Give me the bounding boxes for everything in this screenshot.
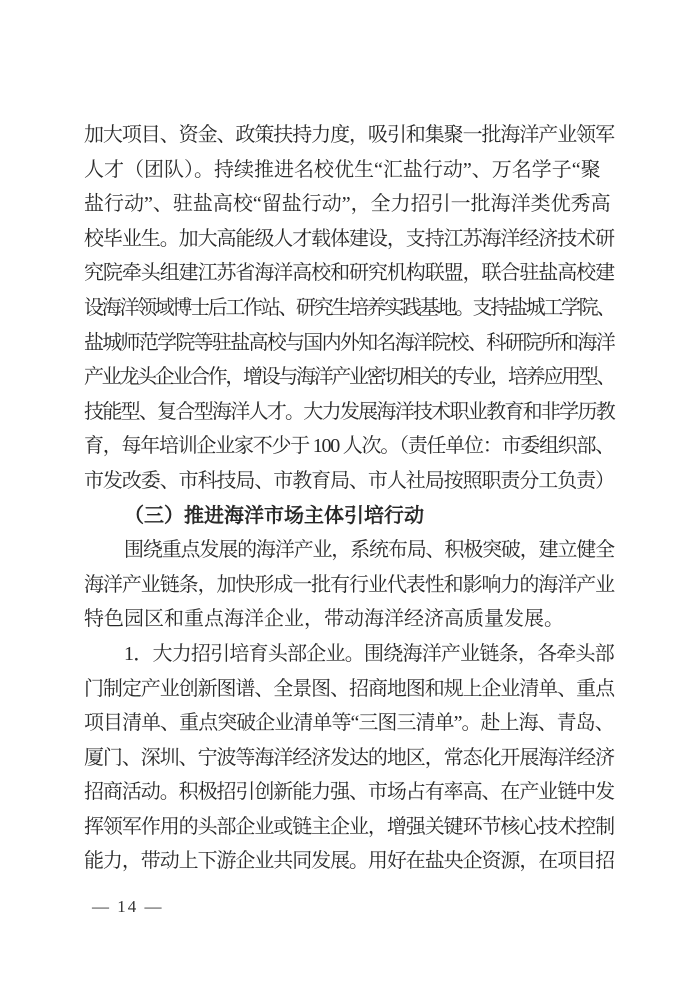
text-line: 盐城师范学院等驻盐高校与国内外知名海洋院校、科研院所和海洋 [84,331,614,354]
paragraph-item-1 [84,637,614,879]
text-line: 校毕业生。加大高能级人才载体建设，支持江苏海洋经济技术研 [84,227,614,250]
text-line: 海洋产业链条，加快形成一批有行业代表性和影响力的海洋产业 [84,573,614,596]
section-heading: （三）推进海洋市场主体引培行动 [124,504,424,527]
text-line: 招商活动。积极招引创新能力强、市场占有率高、在产业链中发 [84,781,614,804]
text-line: 人才（团队）。持续推进名校优生“汇盐行动”、万名学子“聚 [84,158,601,181]
text-line: 设海洋领域博士后工作站、研究生培养实践基地。支持盐城工学院、 [84,296,614,319]
text-line: 技能型、复合型海洋人才。大力发展海洋技术职业教育和非学历教 [84,400,614,423]
text-line: 围绕重点发展的海洋产业，系统布局、积极突破，建立健全 [124,539,614,562]
text-line: 育，每年培训企业家不少于 100 人次。（责任单位：市委组织部、 [84,435,614,458]
document-body [84,118,614,879]
text-line: 挥领军作用的头部企业或链主企业，增强关键环节核心技术控制 [84,815,614,838]
text-line: 市发改委、市科技局、市教育局、市人社局按照职责分工负责） [84,469,614,492]
text-line: 门制定产业创新图谱、全景图、招商地图和规上企业清单、重点 [84,677,614,700]
text-line: 1．大力招引培育头部企业。围绕海洋产业链条，各牵头部 [124,642,614,665]
paragraph-overview [84,533,614,637]
text-line: 项目清单、重点突破企业清单等“三图三清单”。赴上海、青岛、 [84,712,614,735]
paragraph-continued [84,118,614,499]
text-line: 厦门、深圳、宁波等海洋经济发达的地区，常态化开展海洋经济 [84,746,614,769]
text-line: 究院牵头组建江苏省海洋高校和研究机构联盟，联合驻盐高校建 [84,262,614,285]
text-line: 加大项目、资金、政策扶持力度，吸引和集聚一批海洋产业领军 [84,124,614,146]
text-line: 产业龙头企业合作，增设与海洋产业密切相关的专业，培养应用型、 [84,366,614,389]
text-line: 盐行动”、驻盐高校“留盐行动”，全力招引一批海洋类优秀高 [84,193,611,216]
text-line: 特色园区和重点海洋企业，带动海洋经济高质量发展。 [84,608,564,631]
page-number: — 14 — [92,897,164,916]
text-line: 能力，带动上下游企业共同发展。用好在盐央企资源，在项目招 [84,850,614,873]
